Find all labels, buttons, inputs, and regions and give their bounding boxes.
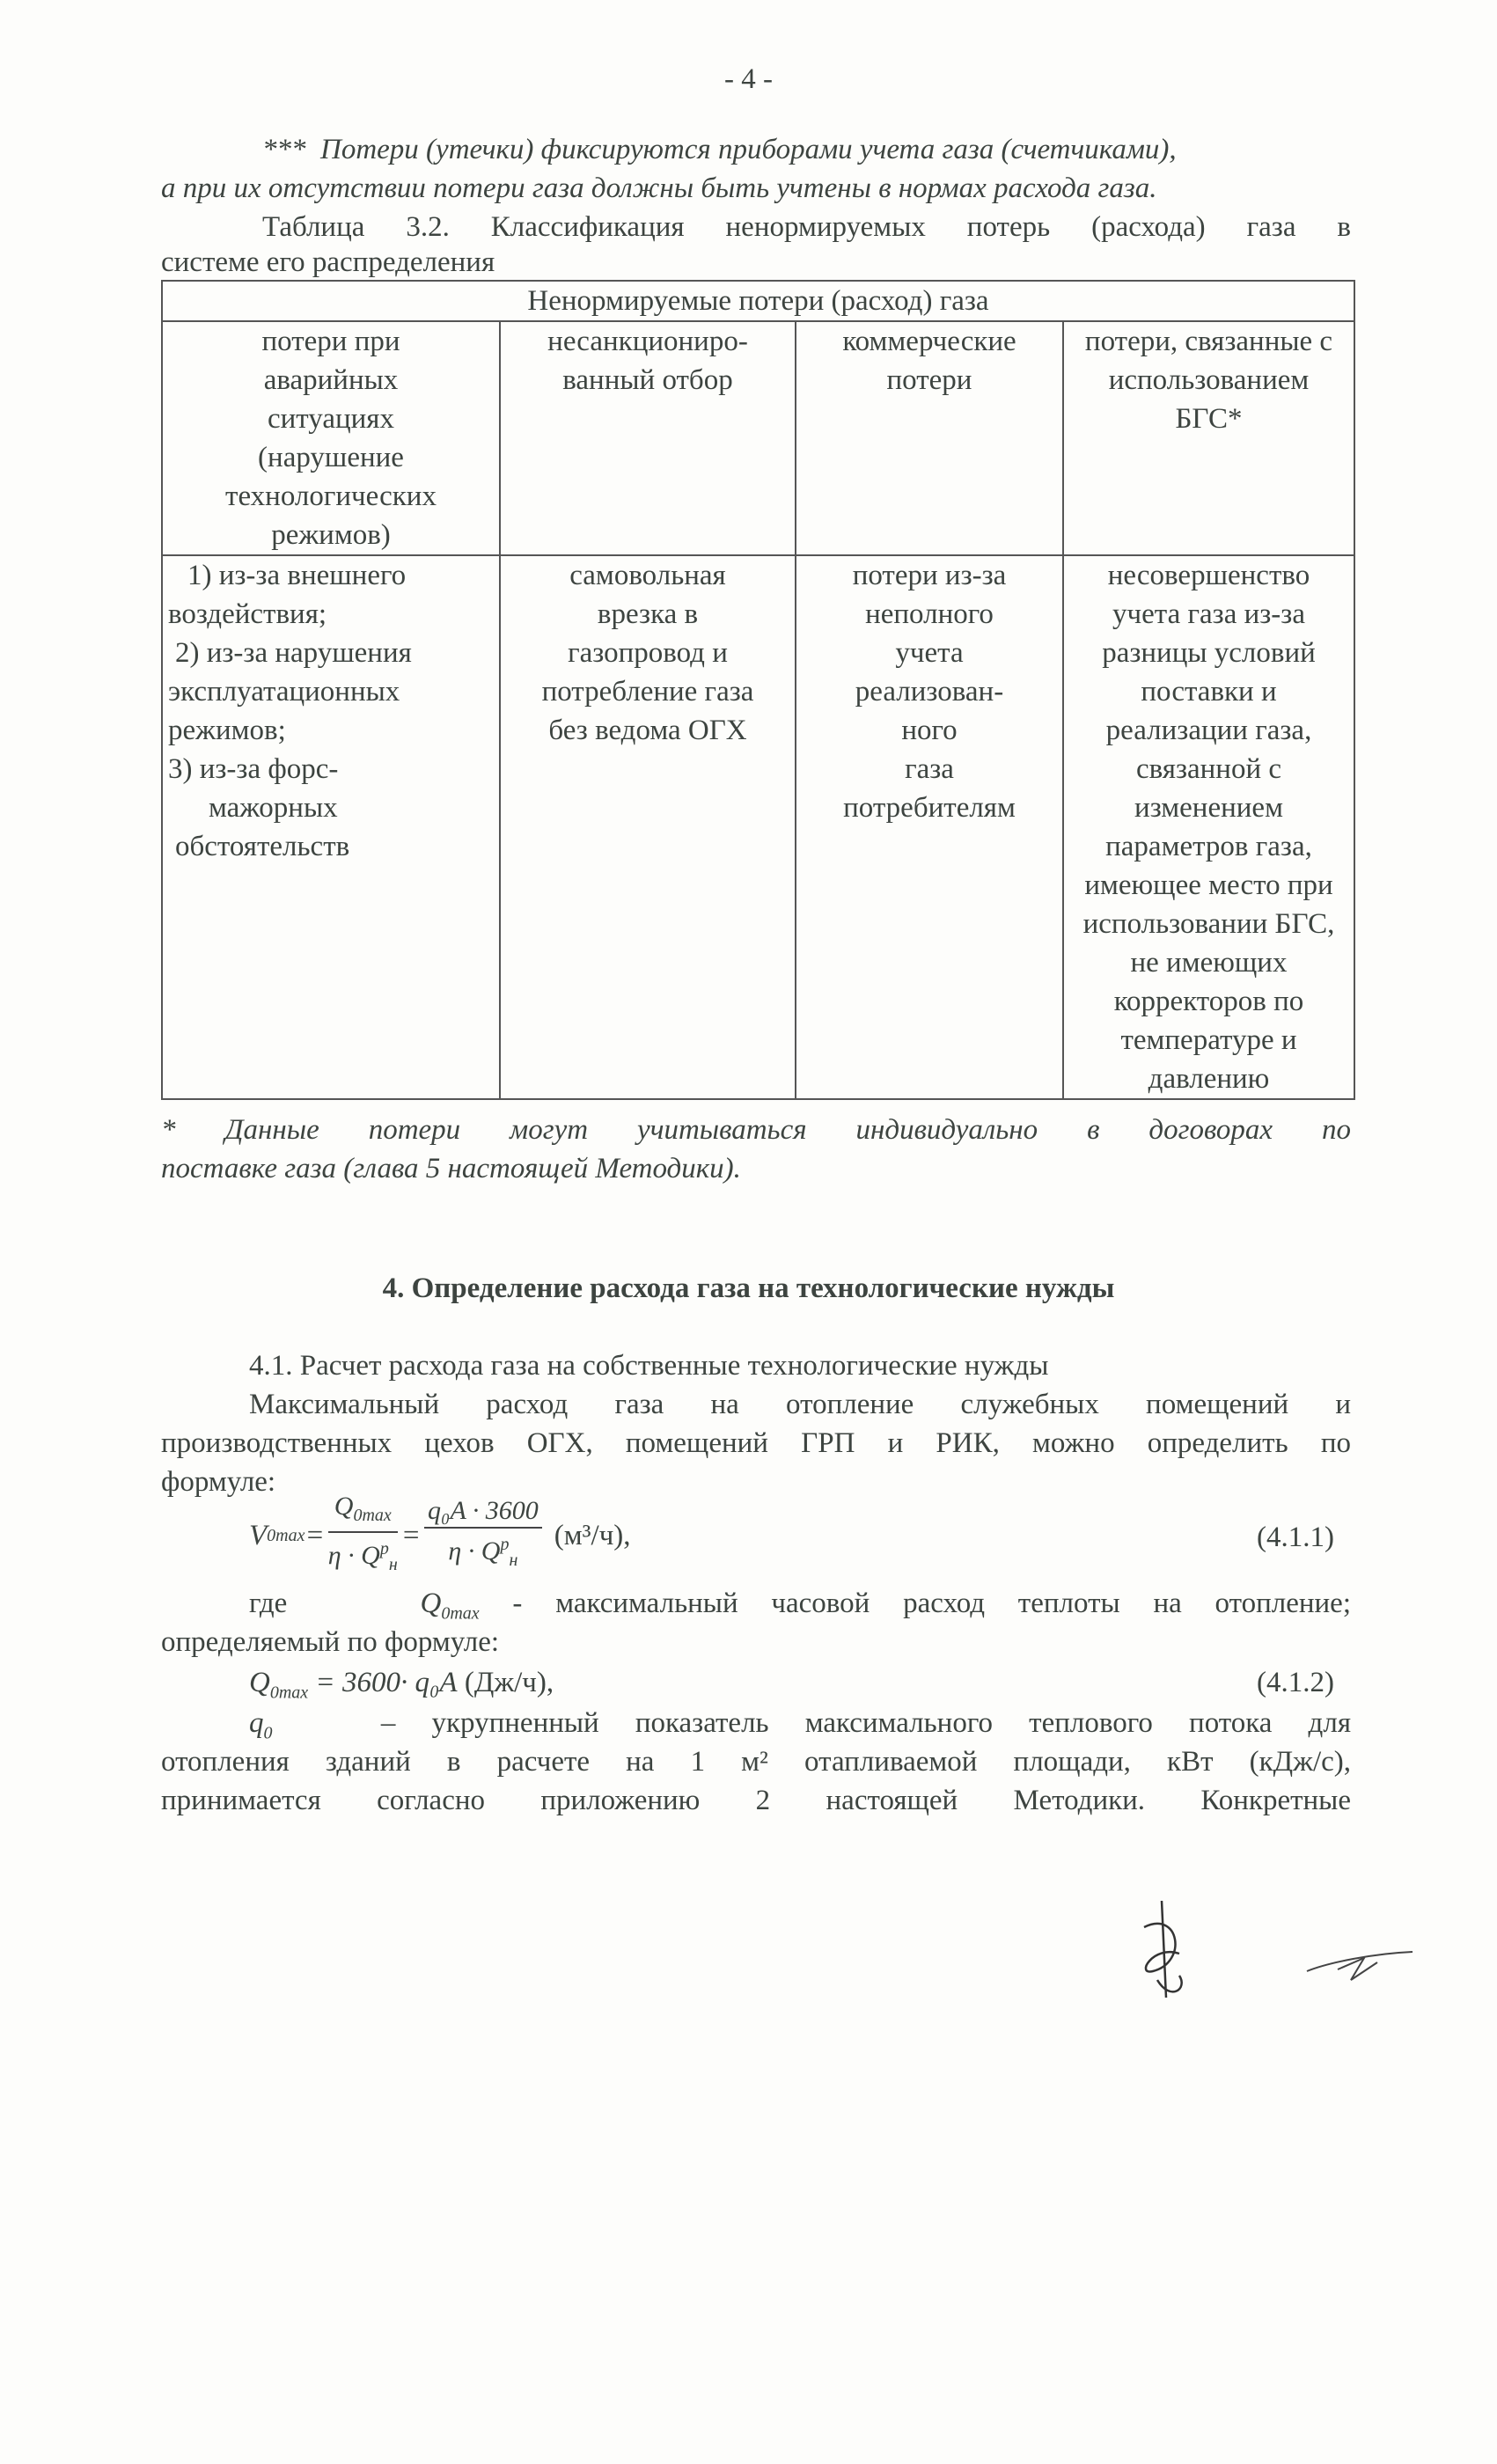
- cell-bgs-description: несовершенство учета газа из-за разницы условий поставки и реализации газа, связанной с изменением параметров газа, имеющее место при использовании БГС, не имеющих корректоров по температуре и давлению: [1063, 555, 1354, 1099]
- footnote-line-1: * Данные потери могут учитываться индивидуально в договорах по: [161, 1114, 1351, 1146]
- section-heading: 4. Определение расхода газа на технологические нужды: [382, 1272, 1115, 1304]
- cell-emergency-causes: 1) из-за внешнего воздействия; 2) из-за нарушения эксплуатационных режимов; 3) из-за форс- мажорных обстоятельств: [162, 555, 500, 1099]
- subsection-heading: 4.1. Расчет расхода газа на собственные технологические нужды: [249, 1350, 1049, 1382]
- table-header-row: [162, 321, 1354, 555]
- table-row: [162, 555, 1354, 1099]
- footnote-line-2: поставке газа (глава 5 настоящей Методики).: [161, 1153, 741, 1184]
- table-title: Ненормируемые потери (расход) газа: [162, 281, 1354, 321]
- header-bgs-losses: потери, связанные с использованием БГС*: [1063, 321, 1354, 555]
- equation-number-4-1-1: (4.1.1): [1257, 1522, 1334, 1553]
- formula-4-1-2: $Q_{0max} = 3600\cdot q_0A$ (Дж/ч),: [249, 1667, 554, 1703]
- q0-line-1: $q_0$ – укрупненный показатель максимального теплового потока для: [249, 1707, 1351, 1743]
- cell-unauthorized-description: самовольная врезка в газопровод и потребление газа без ведома ОГХ: [500, 555, 796, 1099]
- signature-2-icon: [1303, 1945, 1417, 1989]
- fraction-2: $\frac{\text{q₀A · 3600}}{\eta \cdot Q^р_н}$: [424, 1495, 542, 1576]
- where-line-1: где $Q_{0max}$ - максимальный часовой расход теплоты на отопление;: [249, 1588, 1351, 1624]
- table-caption-line-2: системе его распределения: [161, 246, 495, 278]
- page-number: - 4 -: [724, 63, 773, 95]
- fraction-1: $\frac{Q_{0max}}{\eta \cdot Q^р_н}$: [327, 1492, 398, 1574]
- header-unauthorized-withdrawal: несанкциониро- ванный отбор: [500, 321, 796, 555]
- q0-line-2: отопления зданий в расчете на 1 м² отапливаемой площади, кВт (кДж/с),: [161, 1746, 1351, 1778]
- note-line-1: *** Потери (утечки) фиксируются приборами учета газа (счетчиками),: [262, 134, 1177, 165]
- signature-1-icon: [1126, 1892, 1206, 2006]
- header-emergency-losses: потери при аварийных ситуациях (нарушение технологических режимов): [162, 321, 500, 555]
- q0-line-3: принимается согласно приложению 2 настоящей Методики. Конкретные: [161, 1785, 1351, 1816]
- formula-4-1-1: V 0max = $\frac{Q_{0max}}{\eta \cdot Q^р_н}$ = $\frac{\text{q₀A · 3600}}{\eta \cdot Q^р_н}$ (м³/ч),: [249, 1496, 631, 1575]
- table-title-row: [162, 281, 1354, 321]
- paragraph-line-2: производственных цехов ОГХ, помещений ГРП и РИК, можно определить по: [161, 1427, 1351, 1459]
- paragraph-line-1: Максимальный расход газа на отопление служебных помещений и: [249, 1389, 1351, 1420]
- loss-classification-table: [161, 280, 1355, 1100]
- header-commercial-losses: коммерческие потери: [796, 321, 1063, 555]
- paragraph-line-3: формуле:: [161, 1466, 276, 1498]
- table-caption-line-1: Таблица 3.2. Классификация ненормируемых потерь (расхода) газа в: [262, 211, 1351, 243]
- where-line-2: определяемый по формуле:: [161, 1626, 500, 1658]
- equation-number-4-1-2: (4.1.2): [1257, 1667, 1334, 1698]
- note-line-2: а при их отсутствии потери газа должны быть учтены в нормах расхода газа.: [161, 172, 1157, 204]
- note-marker: ***: [262, 134, 306, 165]
- cell-commercial-description: потери из-за неполного учета реализован- ного газа потребителям: [796, 555, 1063, 1099]
